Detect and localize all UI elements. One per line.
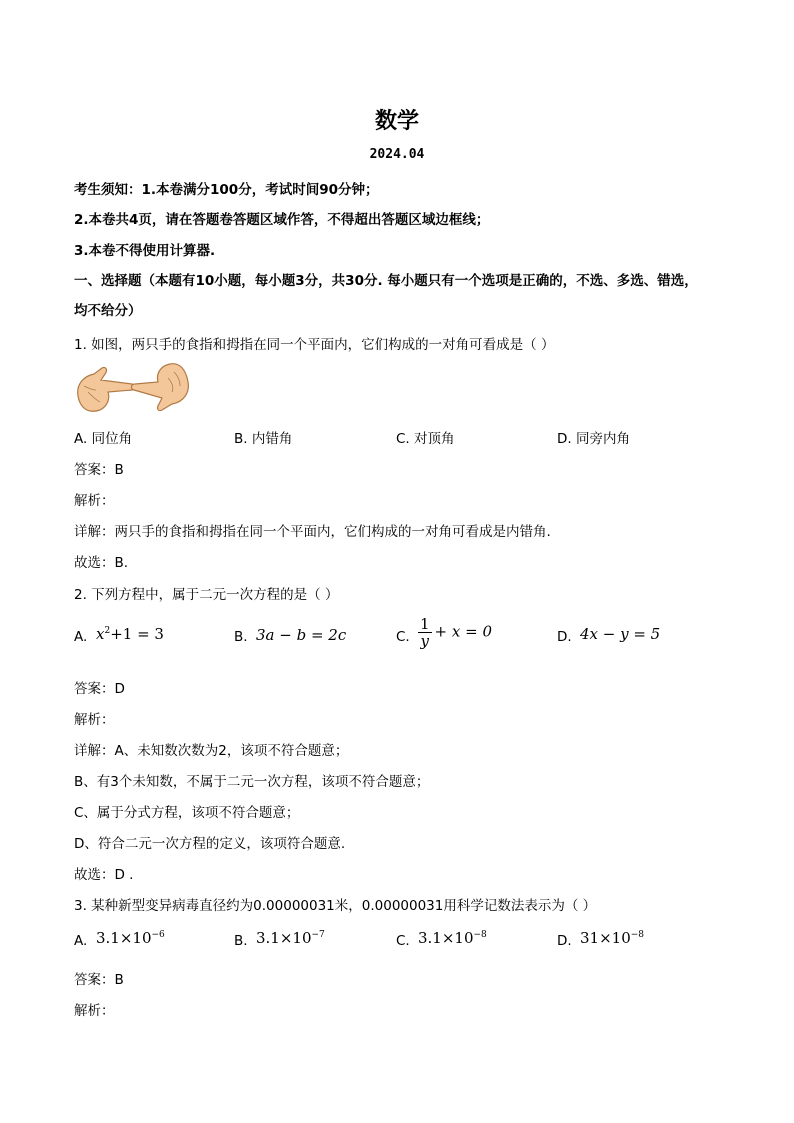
q3-option-b-value: $3.1\times 10^{-7}$ bbox=[256, 929, 325, 947]
q2-analysis-label: 解析： bbox=[74, 712, 115, 728]
q1-option-a: A. 同位角 bbox=[74, 431, 133, 447]
hands-figure bbox=[74, 362, 192, 414]
q1-detail: 详解：两只手的食指和拇指在同一个平面内，它们构成的一对角可看成是内错角. bbox=[74, 524, 551, 540]
q2-detail-1: 详解：A、未知数次数为2，该项不符合题意； bbox=[74, 743, 349, 759]
q3-answer: 答案：B bbox=[74, 972, 124, 988]
q1-answer: 答案：B bbox=[74, 462, 124, 478]
q2-detail-2: B、有3个未知数，不属于二元一次方程，该项不符合题意； bbox=[74, 774, 430, 790]
q2-option-c-equation: $\frac{1}{y}$ + x = 0 bbox=[420, 615, 492, 650]
q3-option-b-letter: B. bbox=[234, 933, 248, 949]
q2-detail-4: D、符合二元一次方程的定义，该项符合题意. bbox=[74, 836, 346, 852]
q1-conclusion: 故选：B. bbox=[74, 555, 129, 571]
q1-analysis-label: 解析： bbox=[74, 493, 115, 509]
q2-option-b-letter: B. bbox=[234, 629, 248, 645]
q2-option-a-letter: A. bbox=[74, 629, 88, 645]
q3-option-c-letter: C. bbox=[396, 933, 410, 949]
q1-option-b: B. 内错角 bbox=[234, 431, 293, 447]
q2-option-a-equation: $x^2+1 = 3$ bbox=[96, 625, 164, 643]
section-heading-cont: 均不给分） bbox=[74, 303, 142, 319]
q2-option-b-equation: 3a − b = 2c bbox=[256, 626, 347, 644]
q1-option-c: C. 对顶角 bbox=[396, 431, 455, 447]
q3-option-c-value: $3.1\times 10^{-8}$ bbox=[418, 929, 487, 947]
q3-analysis-label: 解析： bbox=[74, 1003, 115, 1019]
q2-conclusion: 故选：D . bbox=[74, 867, 134, 883]
question-3-stem: 3. 某种新型变异病毒直径约为0.00000031米，0.00000031用科学记数法表示为（ ） bbox=[74, 898, 597, 914]
q2-detail-3: C、属于分式方程，该项不符合题意； bbox=[74, 805, 300, 821]
q3-option-d-letter: D. bbox=[557, 933, 572, 949]
q3-option-a-letter: A. bbox=[74, 933, 88, 949]
exam-date: 2024.04 bbox=[369, 147, 425, 162]
q2-answer: 答案：D bbox=[74, 681, 125, 697]
q2-option-d-equation: 4x − y = 5 bbox=[580, 625, 661, 643]
page-title: 数学 bbox=[374, 109, 419, 134]
question-2-stem: 2. 下列方程中，属于二元一次方程的是（ ） bbox=[74, 587, 339, 603]
q2-option-c-letter: C. bbox=[396, 629, 410, 645]
q3-option-a-value: $3.1\times 10^{-6}$ bbox=[96, 929, 165, 947]
notice-line-3: 3.本卷不得使用计算器. bbox=[74, 243, 216, 259]
q2-option-d-letter: D. bbox=[557, 629, 572, 645]
section-heading: 一、选择题（本题有10小题，每小题3分，共30分. 每小题只有一个选项是正确的，不选、多选、错选， bbox=[74, 273, 698, 289]
q3-option-d-value: $31\times 10^{-8}$ bbox=[580, 929, 645, 947]
notice-line-2: 2.本卷共4页，请在答题卷答题区域作答，不得超出答题区域边框线； bbox=[74, 212, 490, 228]
notice-line-1: 考生须知：1.本卷满分100分，考试时间90分钟； bbox=[74, 182, 379, 198]
question-1-stem: 1. 如图，两只手的食指和拇指在同一个平面内，它们构成的一对角可看成是（ ） bbox=[74, 337, 555, 353]
q1-option-d: D. 同旁内角 bbox=[557, 431, 630, 447]
